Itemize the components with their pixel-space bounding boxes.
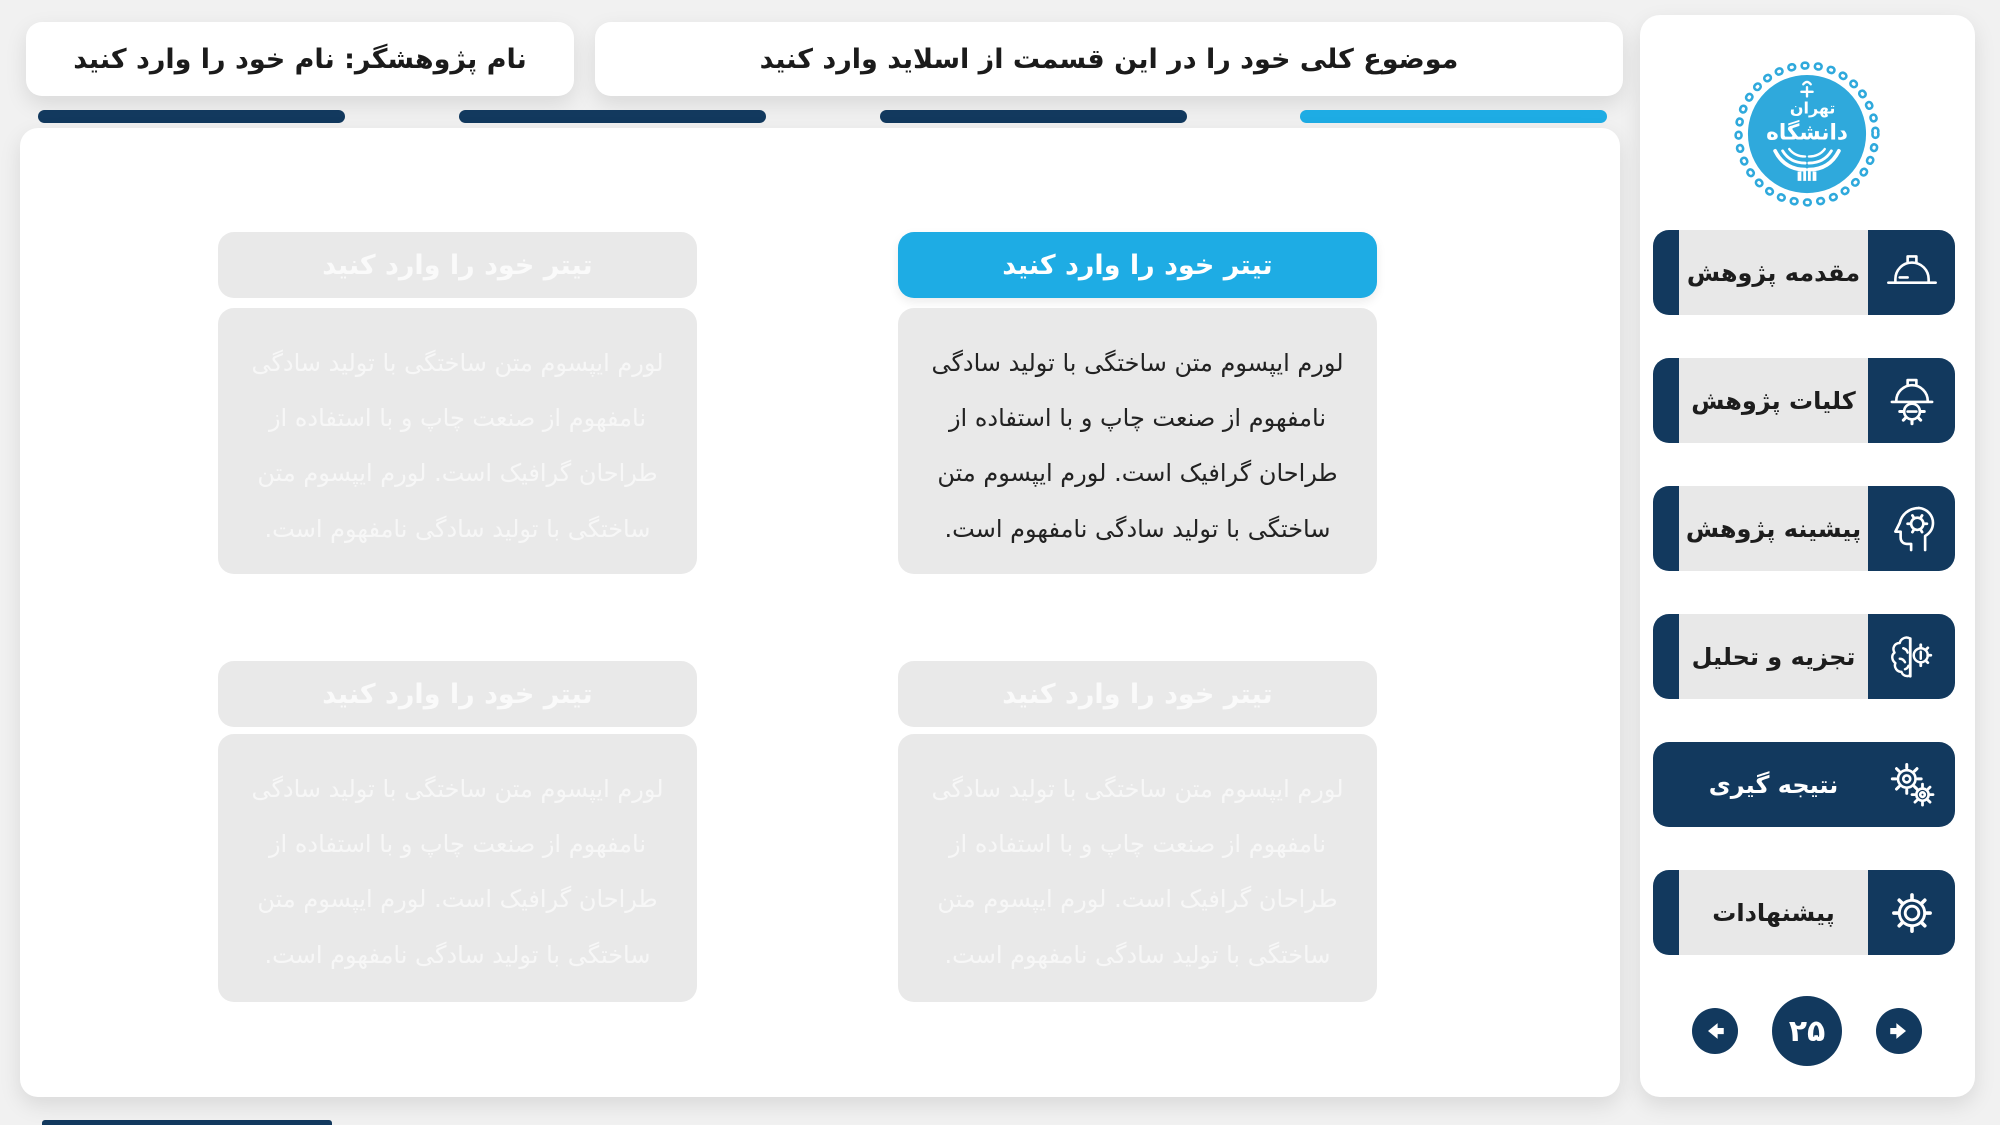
- page-number-badge[interactable]: [1772, 996, 1842, 1066]
- university-logo-icon: [1732, 55, 1882, 213]
- block-title-text: تیتر خود را وارد کنید: [322, 678, 593, 710]
- sidebar-item-label: پیشینه پژوهش: [1679, 486, 1868, 571]
- block-body-text: لورم ایپسوم متن ساختگی با تولید سادگی نامفهوم از صنعت چاپ و با استفاده از طراحان گرافیک است. لورم ایپسوم متن ساختگی با تولید سادگی نامفهوم است.: [251, 349, 664, 543]
- content-block-title-active: [898, 232, 1377, 298]
- brain-gear-icon: [1868, 614, 1955, 699]
- sidebar-item-analysis[interactable]: [1653, 614, 1955, 699]
- progress-segment-3: [880, 110, 1187, 123]
- sidebar-item-conclusion[interactable]: [1653, 742, 1955, 827]
- sidebar: [1640, 15, 1975, 1097]
- content-block-body: [898, 734, 1377, 1002]
- block-body-text: لورم ایپسوم متن ساختگی با تولید سادگی نامفهوم از صنعت چاپ و با استفاده از طراحان گرافیک است. لورم ایپسوم متن ساختگی با تولید سادگی نامفهوم است.: [251, 775, 664, 969]
- previous-slide-button[interactable]: [1876, 1008, 1922, 1054]
- footer-progress-sliver: [42, 1120, 332, 1125]
- block-body-text: لورم ایپسوم متن ساختگی با تولید سادگی نامفهوم از صنعت چاپ و با استفاده از طراحان گرافیک است. لورم ایپسوم متن ساختگی با تولید سادگی نامفهوم است.: [931, 349, 1344, 543]
- gear-icon: [1868, 870, 1955, 955]
- researcher-name-placeholder: [26, 22, 574, 96]
- helmet-gear-icon: [1868, 358, 1955, 443]
- block-body-text: لورم ایپسوم متن ساختگی با تولید سادگی نامفهوم از صنعت چاپ و با استفاده از طراحان گرافیک است. لورم ایپسوم متن ساختگی با تولید سادگی نامفهوم است.: [931, 775, 1344, 969]
- content-block-body-active: [898, 308, 1377, 574]
- sidebar-item-research-intro[interactable]: [1653, 230, 1955, 315]
- sidebar-item-label: پیشنهادات: [1679, 870, 1868, 955]
- next-slide-button[interactable]: [1692, 1008, 1738, 1054]
- block-title-text: تیتر خود را وارد کنید: [1002, 678, 1273, 710]
- sidebar-item-suggestions[interactable]: [1653, 870, 1955, 955]
- arrow-left-icon: [1701, 1017, 1729, 1045]
- content-block-body: [218, 308, 697, 574]
- progress-segment-current: [1300, 110, 1607, 123]
- content-block-title: [218, 661, 697, 727]
- progress-segment-2: [459, 110, 766, 123]
- sidebar-item-label: مقدمه پژوهش: [1679, 230, 1868, 315]
- svg-text:تهران: تهران: [1789, 98, 1836, 118]
- sidebar-item-label: کلیات پژوهش: [1679, 358, 1868, 443]
- university-logo: [1732, 55, 1882, 213]
- block-title-text: تیتر خود را وارد کنید: [1002, 249, 1273, 281]
- content-block-title: [898, 661, 1377, 727]
- sidebar-item-research-background[interactable]: [1653, 486, 1955, 571]
- page-number: ۲۵: [1788, 1013, 1826, 1049]
- slide-content-card: [20, 128, 1620, 1097]
- progress-segment-1: [38, 110, 345, 123]
- hard-hat-icon: [1868, 230, 1955, 315]
- gears-icon: [1868, 742, 1955, 827]
- researcher-name-text: نام پژوهشگر: نام خود را وارد کنید: [73, 43, 527, 75]
- topic-placeholder: [595, 22, 1623, 96]
- sidebar-item-research-overview[interactable]: [1653, 358, 1955, 443]
- block-title-text: تیتر خود را وارد کنید: [322, 249, 593, 281]
- content-block-title: [218, 232, 697, 298]
- arrow-right-icon: [1885, 1017, 1913, 1045]
- head-gear-icon: [1868, 486, 1955, 571]
- topic-text: موضوع کلی خود را در این قسمت از اسلاید وارد کنید: [759, 43, 1459, 75]
- svg-text:دانشگاه: دانشگاه: [1766, 120, 1848, 146]
- content-block-body: [218, 734, 697, 1002]
- sidebar-item-label: تجزیه و تحلیل: [1679, 614, 1868, 699]
- sidebar-item-label: نتیجه گیری: [1708, 770, 1839, 799]
